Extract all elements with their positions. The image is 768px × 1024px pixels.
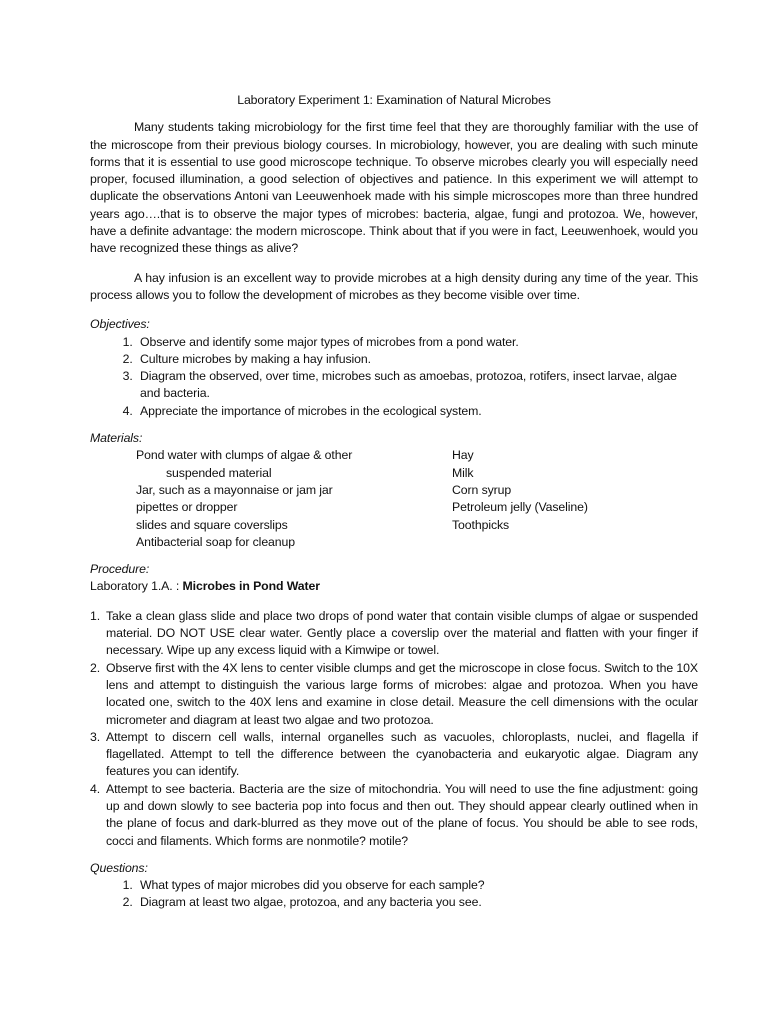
question-item: 2. Diagram at least two algae, protozoa, and any bacteria you see.: [136, 894, 698, 911]
step-number: 4.: [90, 781, 101, 796]
procedure-heading: Procedure:: [90, 562, 150, 577]
step-number: 1.: [90, 608, 101, 623]
materials-heading: Materials:: [90, 431, 143, 446]
step-text: Attempt to discern cell walls, internal organelles such as vacuoles, chloroplasts, nuclei, and flagella if flagellated. Attempt to tell the difference between the cyanobacteria and eukaryotic algae. Diagram any features you can identify.: [106, 729, 698, 779]
material-item: pipettes or dropper: [136, 500, 238, 515]
objective-item: 2. Culture microbes by making a hay infusion.: [136, 351, 698, 368]
materials-list: [90, 447, 698, 551]
procedure-step: [90, 781, 698, 850]
lab-section-prefix: Laboratory 1.A. :: [90, 579, 183, 594]
materials-right-column: [452, 447, 698, 551]
lab-section-heading: [90, 578, 698, 595]
material-item: Pond water with clumps of algae & other: [136, 448, 353, 463]
material-item: Corn syrup: [452, 482, 512, 497]
material-item: Antibacterial soap for cleanup: [136, 534, 296, 549]
objective-item: 4. Appreciate the importance of microbes in the ecological system.: [136, 403, 698, 420]
material-item: suspended material: [166, 465, 272, 480]
material-item: Petroleum jelly (Vaseline): [452, 500, 588, 515]
intro-paragraph: Many students taking microbiology for the first time feel that they are thoroughly familiar with the use of the microscope from their previous biology courses. In microbiology, however, you are dealing with such minute forms that it is essential to use good microscope technique. To observe microbes clearly you will especially need proper, focused illumination, a good selection of objectives and patience. In this experiment we will attempt to duplicate the observations Antoni van Leeuwenhoek made with his simple microscopes more than three hundred years ago….that is to observe the major types of microbes: bacteria, algae, fungi and protozoa. We, however, have a definite advantage: the modern microscope. Think about that if you were in fact, Leeuwenhoek, would you have recognized these things as alive?: [90, 120, 698, 256]
document-title: Laboratory Experiment 1: Examination of Natural Microbes: [237, 93, 551, 107]
material-item: Milk: [452, 465, 474, 480]
materials-left-column: [90, 447, 452, 551]
objective-item: 1. Observe and identify some major types of microbes from a pond water.: [136, 334, 698, 351]
material-item: Jar, such as a mayonnaise or jam jar: [136, 482, 333, 497]
objective-item: 3. Diagram the observed, over time, microbes such as amoebas, protozoa, rotifers, insect larvae, algae and bacteria.: [136, 368, 698, 403]
hay-infusion-paragraph: A hay infusion is an excellent way to provide microbes at a high density during any time of the year. This process allows you to follow the development of microbes as they become visible over time.: [90, 270, 698, 302]
question-item: 1. What types of major microbes did you observe for each sample?: [136, 877, 698, 894]
questions-heading: Questions:: [90, 860, 148, 875]
procedure-steps: [90, 608, 698, 850]
procedure-step: [90, 729, 698, 781]
step-text: Attempt to see bacteria. Bacteria are the size of mitochondria. You will need to use the fine adjustment: going up and down slowly to see bacteria pop into focus and then out. They should appear clearly outlined when in the plane of focus and dark-blurred as they move out of the plane of focus. You should be able to see rods, cocci and filaments. Which forms are nonmotile? motile?: [106, 781, 698, 848]
step-number: 2.: [90, 660, 101, 675]
material-item: slides and square coverslips: [136, 517, 288, 532]
lab-section-title: Microbes in Pond Water: [182, 579, 320, 594]
objectives-list: [90, 334, 698, 420]
procedure-step: [90, 608, 698, 660]
objectives-heading: Objectives:: [90, 317, 150, 332]
questions-list: [90, 877, 698, 912]
step-number: 3.: [90, 729, 101, 744]
material-item: Toothpicks: [452, 517, 510, 532]
document-page: [90, 92, 698, 912]
procedure-step: [90, 660, 698, 729]
step-text: Take a clean glass slide and place two drops of pond water that contain visible clumps of algae or suspended material. DO NOT USE clear water. Gently place a coverslip over the material and flatten with your finger if necessary. Wipe up any excess liquid with a Kimwipe or towel.: [106, 608, 698, 658]
material-item: Hay: [452, 448, 474, 463]
step-text: Observe first with the 4X lens to center visible clumps and get the microscope in close focus. Switch to the 10X lens and attempt to distinguish the various large forms of microbes: algae and protozoa. When you have located one, switch to the 40X lens and examine in close detail. Measure the cell dimensions with the ocular micrometer and diagram at least two algae and two protozoa.: [106, 660, 698, 727]
